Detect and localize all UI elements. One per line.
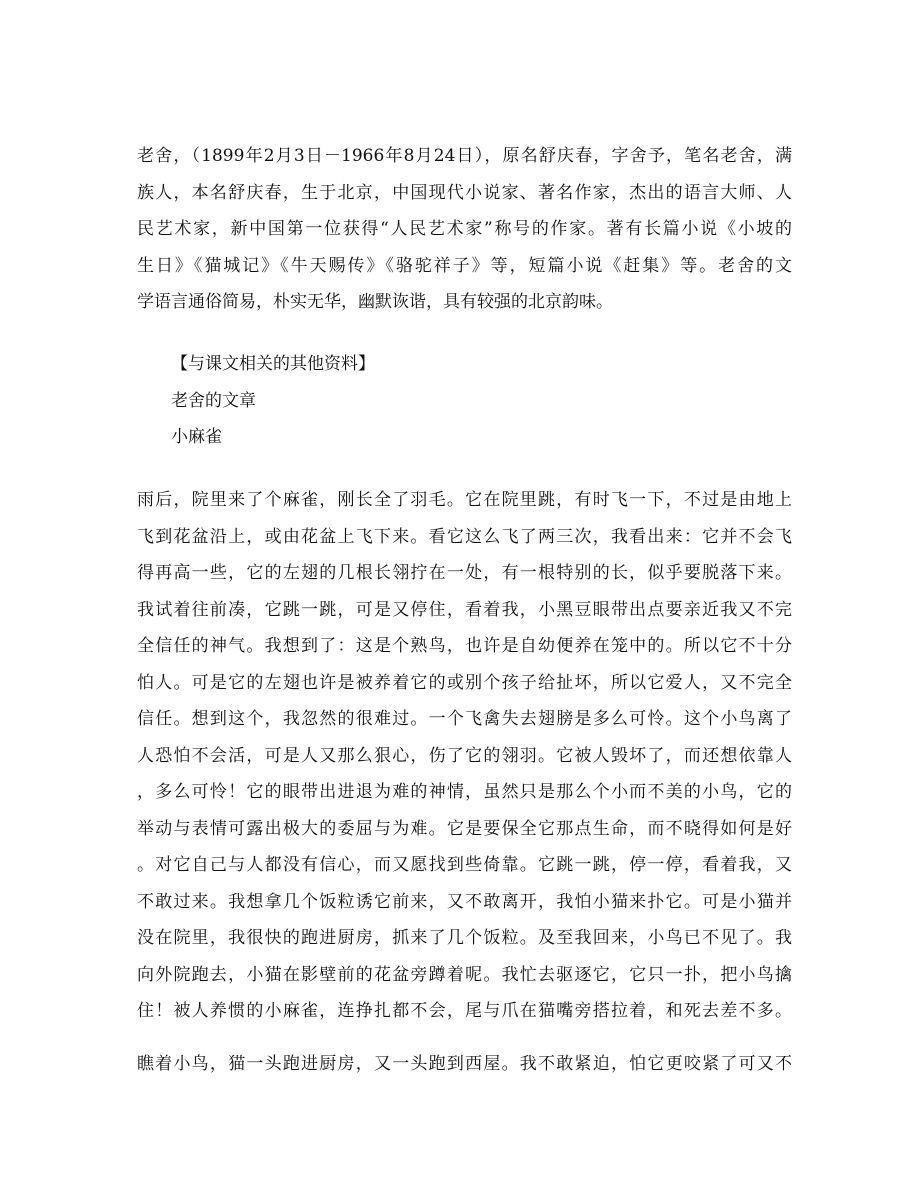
story-line: 得再高一些，它的左翅的几根长翎拧在一处，有一根特别的长，似乎要脱落下来。	[137, 563, 792, 583]
intro-line: 族人，本名舒庆春，生于北京，中国现代小说家、著名作家，杰出的语言大师、人	[137, 182, 792, 203]
story-line: ，多么可怜！它的眼带出进退为难的神情，虽然只是那么个小而不美的小鸟，它的	[137, 782, 792, 802]
story-line: 全信任的神气。我想到了：这是个熟鸟，也许是自幼便养在笼中的。所以它不十分	[137, 636, 792, 656]
story-paragraph-2	[137, 1046, 792, 1083]
story-line: 瞧着小鸟，猫一头跑进厨房，又一头跑到西屋。我不敢紧迫，怕它更咬紧了可又不	[137, 1054, 792, 1074]
story-line: 。对它自己与人都没有信心，而又愿找到些倚靠。它跳一跳，停一停，看着我，又	[137, 855, 792, 875]
story-line: 举动与表情可露出极大的委屈与为难。它是要保全它那点生命，而不晓得如何是好	[137, 818, 792, 839]
story-line: 没在院里，我很快的跑进厨房，抓来了几个饭粒。及至我回来，小鸟已不见了。我	[137, 928, 792, 948]
intro-line: 民艺术家，新中国第一位获得“人民艺术家”称号的作家。著有长篇小说《小坡的	[137, 219, 792, 239]
materials-block	[171, 346, 375, 456]
story-line: 信任。想到这个，我忽然的很难过。一个飞禽失去翅膀是多么可怜。这个小鸟离了	[137, 709, 792, 729]
story-line: 向外院跑去，小猫在影壁前的花盆旁蹲着呢。我忙去驱逐它，它只一扑，把小鸟擒	[137, 964, 792, 985]
section-subheading: 老舍的文章	[171, 390, 256, 411]
intro-line: 生日》《猫城记》《牛天赐传》《骆驼祥子》等，短篇小说《赶集》等。老舍的文	[137, 255, 792, 276]
story-line: 怕人。可是它的左翅也许是被养着它的或别个孩子给扯坏，所以它爱人，又不完全	[137, 672, 792, 693]
section-heading: 【与课文相关的其他资料】	[171, 354, 375, 374]
story-line: 不敢过来。我想拿几个饭粒诱它前来，又不敢离开，我怕小猫来扑它。可是小猫并	[137, 891, 792, 912]
story-line: 我试着往前凑，它跳一跳，可是又停住，看着我，小黑豆眼带出点要亲近我又不完	[137, 599, 792, 620]
intro-line: 学语言通俗简易，朴实无华，幽默诙谐，具有较强的北京韵味。	[137, 292, 613, 312]
story-line: 飞到花盆沿上，或由花盆上飞下来。看它这么飞了两三次，我看出来：它并不会飞	[137, 526, 792, 547]
story-line: 人恐怕不会活，可是人又那么狠心，伤了它的翎羽。它被人毁坏了，而还想依靠人	[137, 745, 792, 766]
article-title: 小麻雀	[171, 427, 222, 447]
intro-paragraph	[137, 138, 792, 321]
story-line: 住！被人养惯的小麻雀，连挣扎都不会，尾与爪在猫嘴旁搭拉着，和死去差不多。	[137, 1001, 792, 1021]
story-line: 雨后，院里来了个麻雀，刚长全了羽毛。它在院里跳，有时飞一下，不过是由地上	[137, 490, 792, 510]
intro-line: 老舍，（1899年2月3日－1966年8月24日），原名舒庆春，字舍予，笔名老舍，满	[137, 146, 792, 166]
story-paragraph-1	[137, 482, 792, 1030]
